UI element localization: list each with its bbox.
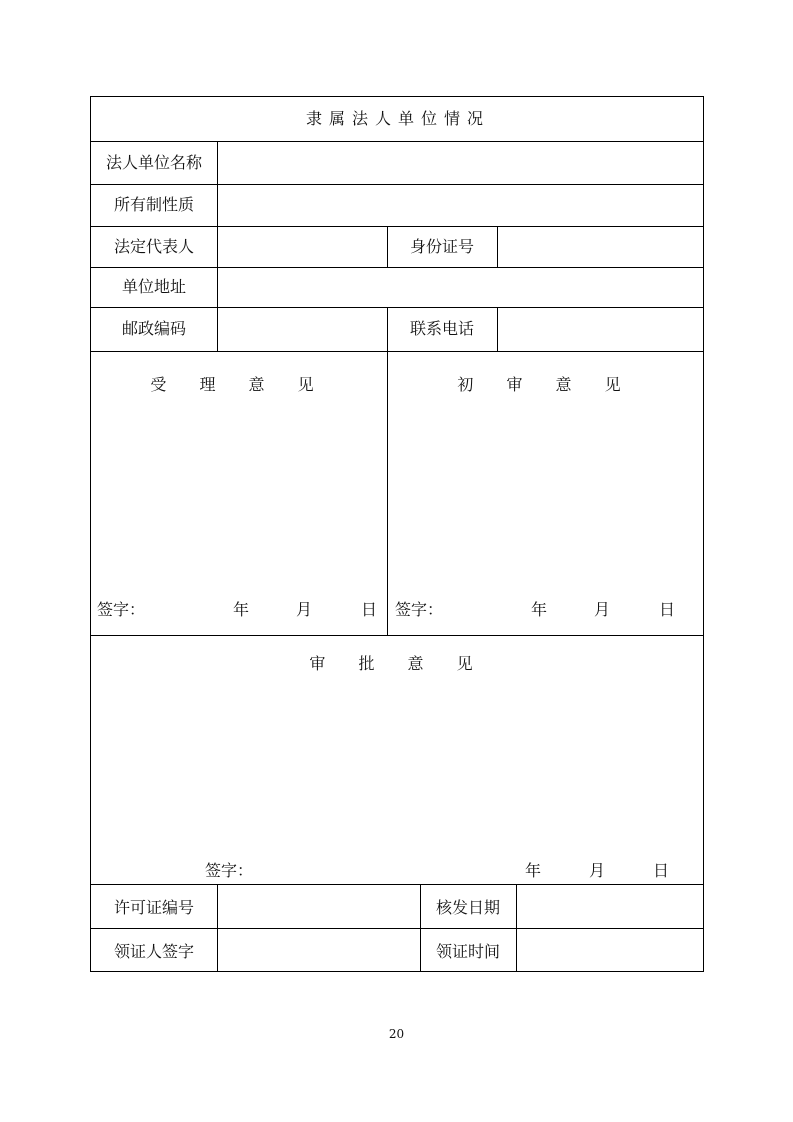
- column-divider: [516, 884, 517, 972]
- approval-month-label: 月: [589, 861, 606, 880]
- row-divider: [91, 141, 703, 142]
- postal-code-label: 邮政编码: [121, 319, 186, 338]
- registration-form: [90, 96, 704, 972]
- unit-address-label: 单位地址: [121, 277, 186, 296]
- recipient-signature-label: 领证人签字: [113, 942, 194, 961]
- approval-day-label: 日: [653, 861, 670, 880]
- column-divider: [217, 141, 218, 351]
- acceptance-sign-label: 签字：: [97, 600, 146, 619]
- row-divider: [91, 884, 703, 885]
- row-divider: [91, 226, 703, 227]
- preliminary-day-label: 日: [659, 600, 676, 619]
- issue-date-label: 核发日期: [435, 898, 500, 917]
- acceptance-month-label: 月: [296, 600, 313, 619]
- preliminary-sign-label: 签字：: [395, 600, 444, 619]
- license-number-label: 许可证编号: [113, 898, 194, 917]
- row-divider: [91, 928, 703, 929]
- id-number-label: 身份证号: [409, 237, 474, 256]
- row-divider: [91, 267, 703, 268]
- column-divider: [497, 226, 498, 267]
- row-divider: [91, 351, 703, 352]
- page-number: 20: [388, 1027, 405, 1041]
- approval-opinion-heading: 审 批 意 见: [309, 654, 487, 673]
- preliminary-year-label: 年: [531, 600, 548, 619]
- preliminary-month-label: 月: [594, 600, 611, 619]
- column-divider: [387, 307, 388, 635]
- phone-label: 联系电话: [409, 319, 474, 338]
- preliminary-opinion-heading: 初 审 意 见: [457, 375, 635, 394]
- row-divider: [91, 307, 703, 308]
- acceptance-opinion-heading: 受 理 意 见: [150, 375, 328, 394]
- form-title: 隶属法人单位情况: [305, 109, 490, 128]
- approval-sign-label: 签字：: [205, 861, 254, 880]
- receive-time-label: 领证时间: [435, 942, 500, 961]
- ownership-nature-label: 所有制性质: [113, 195, 194, 214]
- legal-unit-name-label: 法人单位名称: [105, 153, 202, 172]
- row-divider: [91, 184, 703, 185]
- approval-year-label: 年: [525, 861, 542, 880]
- row-divider: [91, 635, 703, 636]
- acceptance-year-label: 年: [233, 600, 250, 619]
- legal-representative-label: 法定代表人: [113, 237, 194, 256]
- column-divider: [217, 884, 218, 972]
- column-divider: [497, 307, 498, 351]
- acceptance-day-label: 日: [361, 600, 378, 619]
